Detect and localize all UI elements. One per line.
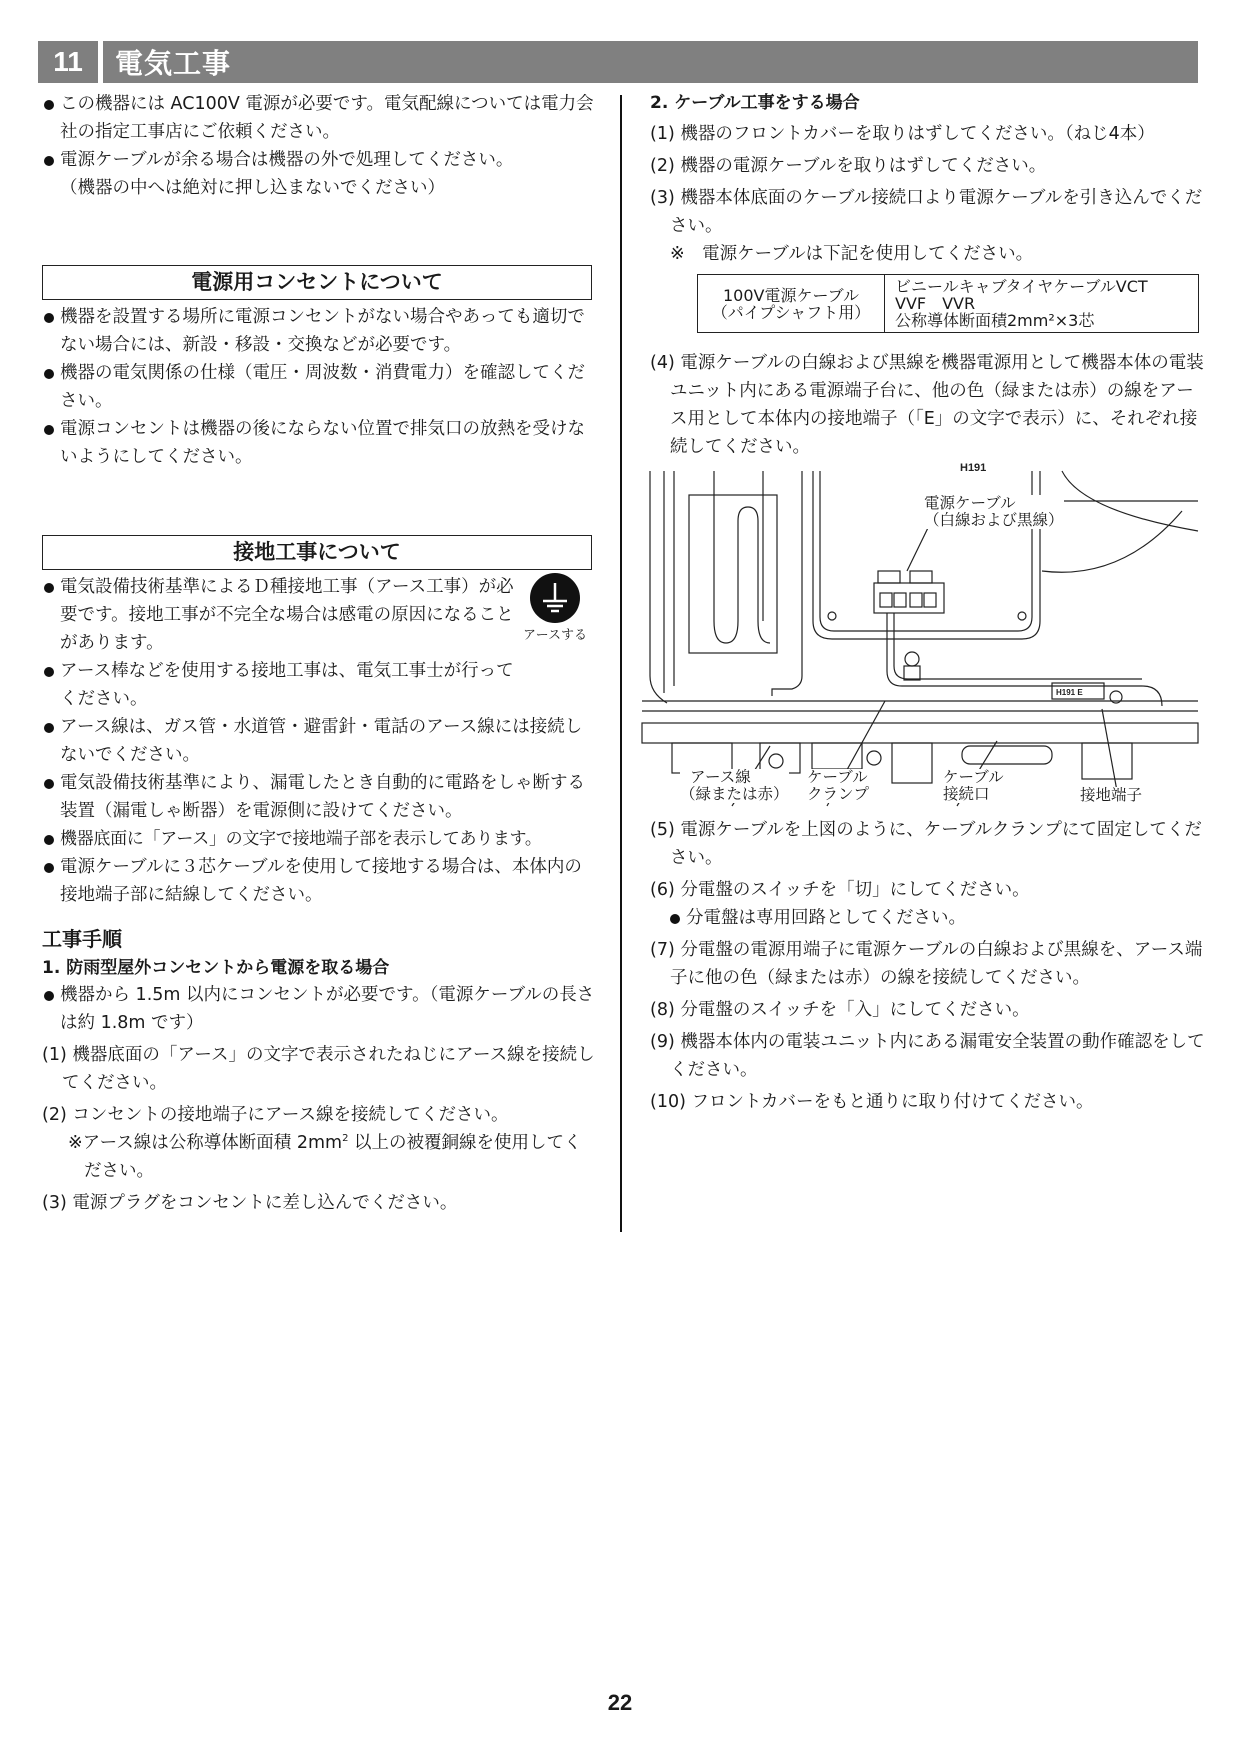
step-number: (10) (650, 1092, 686, 1112)
step-number: (3) (650, 188, 675, 208)
case2-step-6 (650, 876, 1206, 904)
section-title: 電気工事 (103, 41, 1198, 83)
case2-step-9 (650, 1028, 1206, 1084)
step-text: 分電盤の電源用端子に電源ケーブルの白線および黒線を、アース端子に他の色（緑または赤）の線を接続してください。 (670, 940, 1203, 988)
intro-note: （機器の中へは絶対に押し込まないでください） (60, 178, 445, 198)
model-label: H191 (960, 462, 987, 474)
right-column (650, 90, 1206, 1116)
ground-icon (530, 573, 580, 623)
intro-bullet: 電源ケーブルが余る場合は機器の外で処理してください。 (42, 146, 597, 174)
model-label-small: H191 E (1056, 688, 1083, 697)
cable-spec-table (697, 274, 1199, 333)
column-divider (620, 95, 622, 1232)
label-line: クランプ (807, 785, 870, 803)
case1-bullet: 機器から 1.5m 以内にコンセントが必要です。（電源ケーブルの長さは約 1.8m です） (42, 981, 597, 1037)
step-number: (4) (650, 353, 675, 373)
wiring-diagram (642, 462, 1198, 806)
cable-spec-line: 公称導体断面積2mm²×3芯 (895, 311, 1095, 330)
step-number: (7) (650, 940, 675, 960)
superscript: 2 (342, 1133, 349, 1145)
earth-symbol (513, 573, 597, 645)
label-line: ケーブル (807, 768, 868, 786)
step-number: (8) (650, 1000, 675, 1020)
step-text: 電源ケーブルの白線および黒線を機器電源用として機器本体の電装ユニット内にある電源端子台に、他の色（緑または赤）の線をアース用として本体内の接地端子（「E」の文字で表示）に、それぞれ接続してください。 (670, 353, 1204, 457)
label-line: （緑または赤） (680, 785, 789, 803)
step-text: 機器底面の「アース」の文字で表示されたねじにアース線を接続してください。 (62, 1045, 595, 1093)
label-line: 電源ケーブル (924, 494, 1016, 512)
procedure-heading: 工事手順 (42, 927, 122, 951)
outlet-bullet: 機器の電気関係の仕様（電圧・周波数・消費電力）を確認してください。 (42, 359, 597, 415)
case2-heading: 2. ケーブル工事をする場合 (650, 93, 860, 113)
label-line: アース線 (690, 768, 751, 786)
ground-heading: 接地工事について (42, 535, 592, 570)
left-column (42, 90, 597, 1217)
step-text: 機器本体内の電装ユニット内にある漏電安全装置の動作確認をしてください。 (670, 1032, 1205, 1080)
step-text: 電源ケーブルを上図のように、ケーブルクランプにて固定してください。 (670, 820, 1202, 868)
label-line: （白線および黒線） (924, 511, 1064, 529)
page-number: 22 (607, 1690, 633, 1715)
step6-bullet: 分電盤は専用回路としてください。 (668, 904, 1206, 932)
intro-bullet: この機器には AC100V 電源が必要です。電気配線については電力会社の指定工事店にご依頼ください。 (42, 90, 597, 146)
case2-step-2 (650, 152, 1206, 180)
step-text: フロントカバーをもと通りに取り付けてください。 (691, 1092, 1094, 1112)
earth-wire-label (680, 769, 789, 803)
cable-type-line: （パイプシャフト用） (711, 302, 871, 322)
step-text: 機器の電源ケーブルを取りはずしてください。 (680, 156, 1047, 176)
case2-step-4 (650, 349, 1206, 461)
step-text: 分電盤のスイッチを「入」にしてください。 (680, 1000, 1030, 1020)
ground-bullet: 電気設備技術基準によるＤ種接地工事（アース工事）が必要です。接地工事が不完全な場合は感電の原因になることがあります。 (42, 573, 520, 657)
step-number: (9) (650, 1032, 675, 1052)
case2-step-8 (650, 996, 1206, 1024)
case2-step-3 (650, 184, 1206, 240)
cable-port-label (943, 769, 1004, 803)
ground-bullet: 電気設備技術基準により、漏電したとき自動的に電路をしゃ断する装置（漏電しゃ断器）を電源側に設けてください。 (42, 769, 597, 825)
table-row (698, 275, 1199, 333)
note-text: ※アース線は公称導体断面積 2mm (68, 1133, 343, 1153)
step-text: 機器のフロントカバーを取りはずしてください。（ねじ4本） (680, 124, 1155, 144)
ground-bullet: アース棒などを使用する接地工事は、電気工事士が行ってください。 (42, 657, 520, 713)
table-note: ※ 電源ケーブルは下記を使用してください。 (670, 244, 1034, 264)
ground-bullet: アース線は、ガス管・水道管・避雷針・電話のアース線には接続しないでください。 (42, 713, 597, 769)
cable-spec-line: VVF VVR (895, 294, 976, 313)
ground-bullet: 電源ケーブルに３芯ケーブルを使用して接地する場合は、本体内の接地端子部に結線してください。 (42, 853, 597, 909)
step-text: コンセントの接地端子にアース線を接続してください。 (72, 1105, 509, 1125)
case1-step2-note (42, 1129, 597, 1185)
unit-illustration (642, 462, 1198, 806)
step-number: (5) (650, 820, 675, 840)
case1-step-3 (42, 1189, 597, 1217)
label-line: ケーブル (943, 768, 1004, 786)
section-number: 11 (38, 41, 98, 83)
ground-bullet: 機器底面に「アース」の文字で接地端子部を表示してあります。 (42, 825, 597, 853)
outlet-bullet: 電源コンセントは機器の後にならない位置で排気口の放熱を受けないようにしてください。 (42, 415, 597, 471)
cable-clamp-label (807, 769, 869, 803)
step-text: 電源プラグをコンセントに差し込んでください。 (72, 1193, 458, 1213)
outlet-heading: 電源用コンセントについて (42, 265, 592, 300)
case2-step-7 (650, 936, 1206, 992)
case2-step-10 (650, 1088, 1206, 1116)
section-header (38, 41, 1198, 83)
cable-type-cell (698, 275, 885, 333)
earth-label: アースする (523, 628, 587, 643)
step-number: (6) (650, 880, 675, 900)
case2-step-5 (650, 816, 1206, 872)
step-number: (1) (650, 124, 675, 144)
case2-step-1 (650, 120, 1206, 148)
case1-heading: 1. 防雨型屋外コンセントから電源を取る場合 (42, 958, 390, 978)
outlet-bullet: 機器を設置する場所に電源コンセントがない場合やあっても適切でない場合には、新設・移設・交換などが必要です。 (42, 303, 597, 359)
case1-step-1 (42, 1041, 597, 1097)
step-number: (3) (42, 1193, 67, 1213)
cable-type-line: 100V電源ケーブル (722, 285, 860, 305)
step-text: 分電盤のスイッチを「切」にしてください。 (680, 880, 1030, 900)
note-text: 以上の被覆銅線を使用してください。 (84, 1133, 582, 1181)
cable-spec-line: ビニールキャブタイヤケーブルVCT (895, 277, 1148, 296)
power-cable-label (924, 495, 1064, 529)
ground-bullets-block (42, 573, 597, 909)
step-text: 機器本体底面のケーブル接続口より電源ケーブルを引き込んでください。 (670, 188, 1203, 236)
step-number: (2) (42, 1105, 67, 1125)
step-number: (2) (650, 156, 675, 176)
ground-terminal-label: 接地端子 (1080, 786, 1143, 804)
cable-spec-cell (885, 275, 1199, 333)
case1-step-2 (42, 1101, 597, 1129)
step-number: (1) (42, 1045, 67, 1065)
label-line: 接続口 (943, 785, 990, 803)
